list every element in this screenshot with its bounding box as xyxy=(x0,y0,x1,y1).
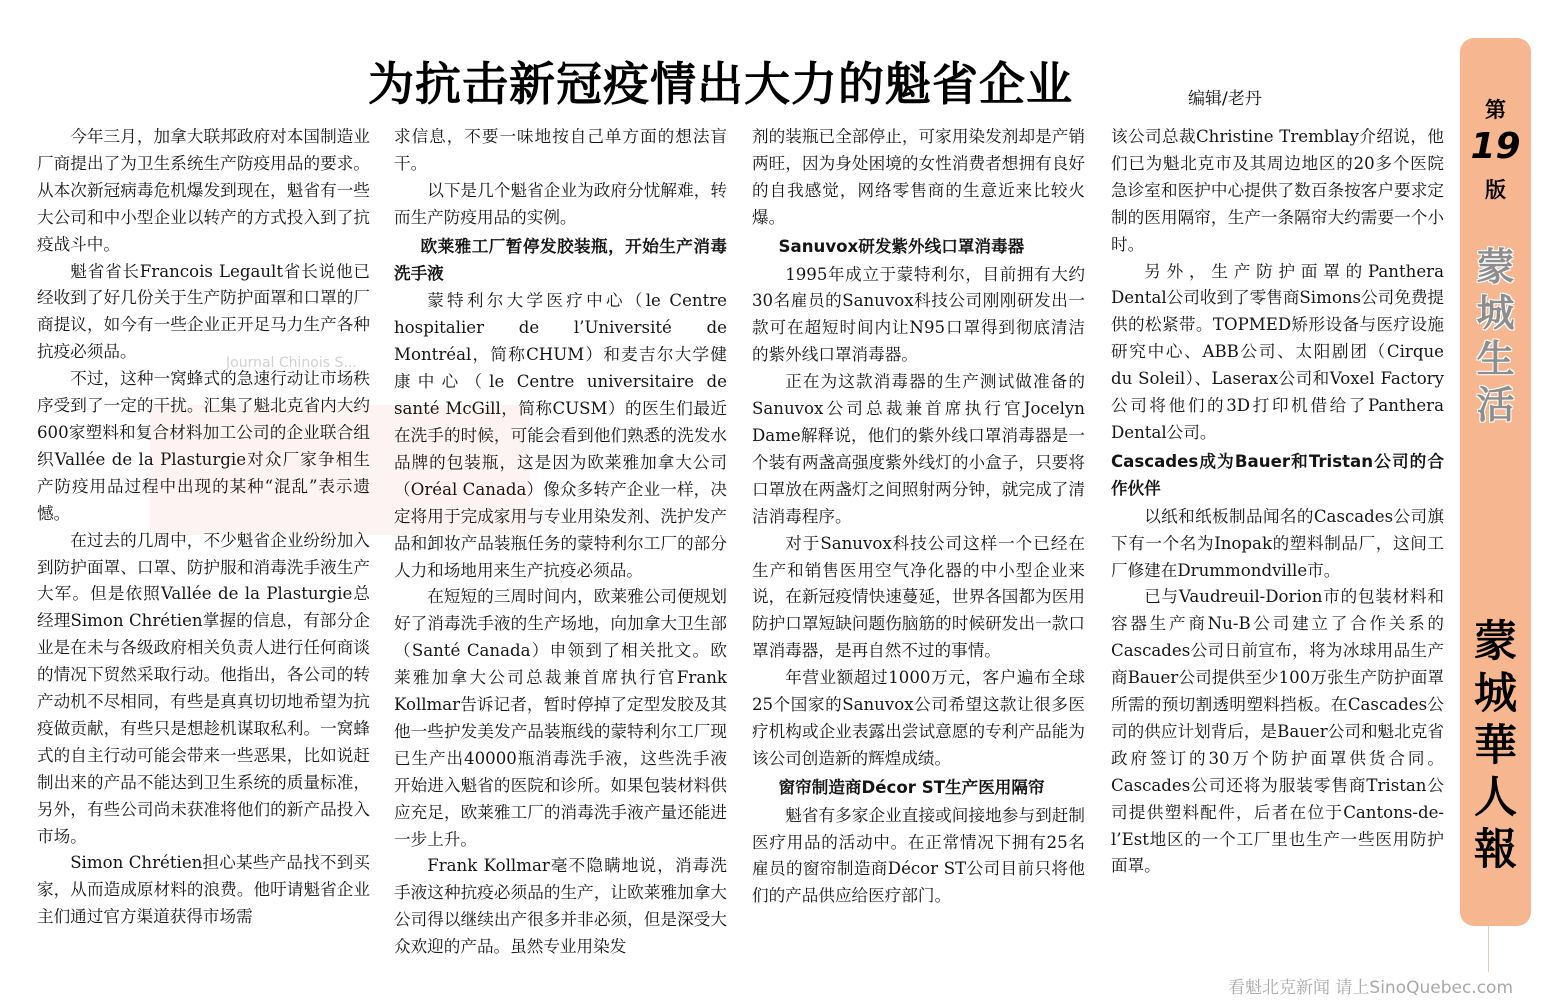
editor-credit: 编辑/老丹 xyxy=(1188,89,1262,109)
paragraph: Simon Chrétien担心某些产品找不到买家，从而造成原材料的浪费。他吁请魁省企业主们通过官方渠道获得市场需 xyxy=(37,853,370,927)
vertical-char: 報 xyxy=(1474,825,1517,875)
paragraph-continued: 该公司总裁Christine Tremblay介绍说，他们已为魁北克市及其周边地区的20多个医院急诊室和医护中心提供了数百条按客户要求定制的医用隔帘，生产一条隔帘大约需要一个小时。 xyxy=(1111,127,1444,254)
paragraph: 在过去的几周中，不少魁省企业纷纷加入到防护面罩、口罩、防护服和消毒洗手液生产大军。但是依照Vallée de la Plasturgie总经理Simon Chrétien掌握的信息，有部分企业是在未与各级政府相关负责人进行任何商谈的情况下贸然采取行动。他指出，各公司的转产动机不尽相同，有些是真真切切地希望为抗疫做贡献，有些只是想趁机谋取私利。一窝蜂式的自主行动可能会带来一些恶果，比如说赶制出来的产品不能达到卫生系统的质量标准，另外，有些公司尚未获准将他们的新产品投入市场。 xyxy=(37,530,370,846)
paragraph: 1995年成立于蒙特利尔，目前拥有大约30名雇员的Sanuvox科技公司刚刚研发出一款可在超短时间内让N95口罩得到彻底清洁的紫外线口罩消毒器。 xyxy=(752,264,1085,365)
vertical-char: 蒙 xyxy=(1474,617,1517,667)
paragraph: 对于Sanuvox科技公司这样一个已经在生产和销售医用空气净化器的中小型企业来说，在新冠疫情快速蔓延，世界各国都为医用防护口罩短缺问题伤脑筋的时候研发出一款口罩消毒器，是再自然不过的事情。 xyxy=(752,533,1085,661)
paragraph: 魁省有多家企业直接或间接地参与到赶制医疗用品的活动中。在正常情况下拥有25名雇员的窗帘制造商Décor ST公司目前只将他们的产品供应给医疗部门。 xyxy=(752,805,1085,906)
page-headline: 为抗击新冠疫情出大力的魁省企业 xyxy=(368,57,1073,111)
article-column-1 xyxy=(37,124,370,990)
vertical-char: 城 xyxy=(1476,291,1515,335)
paragraph: 在短短的三周时间内，欧莱雅公司便规划好了消毒洗手液的生产场地，向加拿大卫生部（Santé Canada）申领到了相关批文。欧莱雅加拿大公司总裁兼首席执行官Frank Kollmar告诉记者，暂时停掉了定型发胶及其他一些护发美发产品装瓶线的蒙特利尔工厂现已生产出40000瓶消毒洗手液，这些洗手液开始进入魁省的医院和诊所。如果包装材料供应充足，欧莱雅工厂的消毒洗手液产量还能进一步上升。 xyxy=(394,587,727,849)
sidebar-tail xyxy=(1488,926,1532,972)
subheading-loreal: 欧莱雅工厂暂停发胶装瓶，开始生产消毒洗手液 xyxy=(394,236,727,283)
paragraph: 已与Vaudreuil-Dorion市的包装材料和容器生产商Nu-B公司建立了合作关系的Cascades公司日前宣布，将为冰球用品生产商Bauer公司提供至少100万张生产防护面罩所需的预切割透明塑料挡板。在Cascades公司的供应计划背后，是Bauer公司和魁北克省政府签订的30万个防护面罩供货合同。Cascades公司还将为服装零售商Tristan公司提供塑料配件，后者在位于Cantons-de-l’Est地区的一个工厂里也生产一些医用防护面罩。 xyxy=(1111,587,1444,876)
article-column-3 xyxy=(752,124,1085,990)
section-sidebar xyxy=(1460,38,1531,926)
paragraph: 今年三月，加拿大联邦政府对本国制造业厂商提出了为卫生系统生产防疫用品的要求。从本次新冠病毒危机爆发到现在，魁省有一些大公司和中小型企业以转产的方式投入到了抗疫战斗中。 xyxy=(37,127,370,254)
section-name xyxy=(1460,244,1531,428)
vertical-char: 城 xyxy=(1474,669,1517,719)
paragraph: 另外，生产防护面罩的Panthera Dental公司收到了零售商Simons公司免费提供的松紧带。TOPMED矫形设备与医疗设施研究中心、ABB公司、太阳剧团（Cirque du Soleil）、Laserax公司和Voxel Factory公司将他们的3D打印机借给了Panthera Dental公司。 xyxy=(1111,261,1444,442)
paragraph: Frank Kollmar毫不隐瞒地说，消毒洗手液这种抗疫必须品的生产，让欧莱雅加拿大公司得以继续出产很多并非必须，但是深受大众欢迎的产品。虽然专业用染发 xyxy=(394,856,727,957)
vertical-char: 人 xyxy=(1474,773,1517,823)
paragraph: 年营业额超过1000万元，客户遍布全球25个国家的Sanuvox公司希望这款让很多医疗机构或企业表露出尝试意愿的专利产品能为该公司创造新的辉煌成绩。 xyxy=(752,668,1085,768)
edition-prefix: 第 xyxy=(1485,98,1506,122)
paragraph: 以下是几个魁省企业为政府分忧解难，转而生产防疫用品的实例。 xyxy=(394,180,727,227)
paragraph-continued: 剂的装瓶已全部停止，可家用染发剂却是产销两旺，因为身处困境的女性消费者想拥有良好的自我感觉，网络零售商的生意近来比较火爆。 xyxy=(752,127,1085,227)
vertical-char: 蒙 xyxy=(1476,245,1515,289)
vertical-char: 華 xyxy=(1474,721,1517,771)
paragraph: 以纸和纸板制品闻名的Cascades公司旗下有一个名为Inopak的塑料制品厂，这间工厂修建在Drummondville市。 xyxy=(1111,506,1444,580)
paragraph: 魁省省长Francois Legault省长说他已经收到了好几份关于生产防护面罩和口罩的厂商提议，如今有一些企业正开足马力生产各种抗疫必须品。 xyxy=(37,261,370,362)
vertical-char: 活 xyxy=(1476,383,1515,427)
edition-suffix: 版 xyxy=(1485,178,1506,202)
paragraph-continued: 求信息，不要一味地按自己单方面的想法盲干。 xyxy=(394,127,727,173)
article-column-2 xyxy=(394,124,727,990)
paragraph: 蒙特利尔大学医疗中心（le Centre hospitalier de l’Université de Montréal，简称CHUM）和麦吉尔大学健康中心（le Centre universitaire de santé McGill，简称CUSM）的医生们最近在洗手的时候，可能会看到他们熟悉的洗发水品牌的包装瓶，这是因为欧莱雅加拿大公司（Oréal Canada）像众多转产企业一样，决定将用于完成家用与专业用染发剂、洗护发产品和卸妆产品装瓶任务的蒙特利尔工厂的部分人力和场地用来生产抗疫必须品。 xyxy=(394,291,727,580)
paragraph: 不过，这种一窝蜂式的急速行动让市场秩序受到了一定的干扰。汇集了魁北克省内大约600家塑料和复合材料加工公司的企业联合组织Vallée de la Plasturgie对众厂家争相生产防疫用品过程中出现的某种“混乱”表示遗憾。 xyxy=(37,369,370,523)
footer-note: 看魁北克新闻 请上SinoQuebec.com xyxy=(1228,978,1514,998)
subheading-sanuvox: Sanuvox研发紫外线口罩消毒器 xyxy=(778,236,1025,256)
subheading-decor-st: 窗帘制造商Décor ST生产医用隔帘 xyxy=(778,777,1045,797)
newspaper-masthead xyxy=(1460,616,1531,876)
vertical-char: 生 xyxy=(1476,337,1515,381)
article-column-4 xyxy=(1111,124,1444,990)
subheading-cascades: Cascades成为Bauer和Tristan公司的合作伙伴 xyxy=(1111,451,1444,498)
edition-number: 19 xyxy=(1470,126,1521,167)
paragraph: 正在为这款消毒器的生产测试做准备的Sanuvox公司总裁兼首席执行官Jocelyn Dame解释说，他们的紫外线口罩消毒器是一个装有两盏高强度紫外线灯的小盒子，只要将口罩放在两盏灯之间照射两分钟，就完成了清洁消毒程序。 xyxy=(752,372,1085,526)
watermark-text: Journal Chinois S... xyxy=(226,355,357,371)
